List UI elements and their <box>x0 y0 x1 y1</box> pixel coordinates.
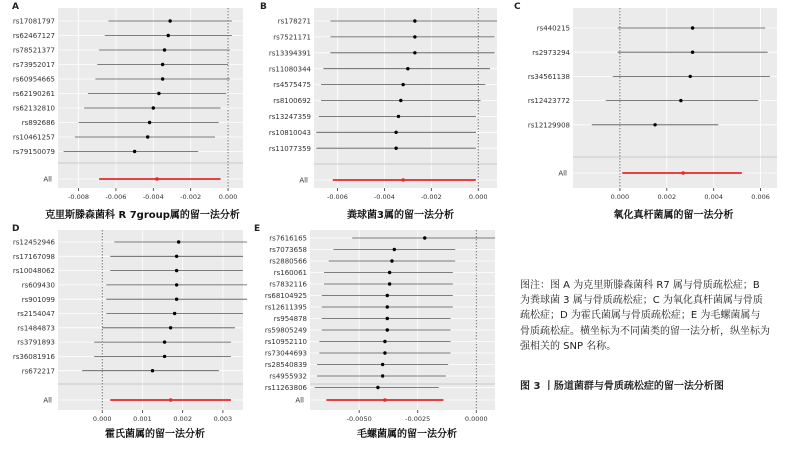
estimate-point <box>691 26 694 29</box>
x-tick-label: -0.008 <box>68 193 90 201</box>
panel-title: 氧化真杆菌属的留一法分析 <box>613 210 734 221</box>
overall-label: All <box>295 396 304 405</box>
x-tick-label: -0.004 <box>142 193 164 201</box>
x-tick-label: 0.000 <box>468 193 488 201</box>
plot-background <box>58 8 243 188</box>
estimate-point <box>390 259 393 262</box>
snp-label: rs440215 <box>536 24 570 33</box>
x-tick-label: -0.0025 <box>405 415 431 423</box>
x-tick-label: 0.000 <box>218 193 238 201</box>
snp-label: rs62190261 <box>12 90 55 99</box>
forest-plot-panel-a <box>0 0 255 225</box>
snp-label: rs609430 <box>21 281 55 290</box>
snp-label: rs62132810 <box>12 104 55 113</box>
estimate-point <box>401 83 404 86</box>
estimate-point <box>175 255 178 258</box>
snp-label: rs73952017 <box>12 61 55 70</box>
estimate-point <box>691 51 694 54</box>
overall-estimate-point <box>155 177 159 181</box>
snp-label: rs8100692 <box>273 97 311 106</box>
snp-label: rs13394391 <box>268 49 311 58</box>
estimate-point <box>386 317 389 320</box>
estimate-point <box>151 369 154 372</box>
estimate-point <box>399 99 402 102</box>
estimate-point <box>653 123 656 126</box>
snp-label: rs160061 <box>273 269 307 278</box>
estimate-point <box>393 248 396 251</box>
overall-label: All <box>558 169 567 178</box>
snp-label: rs954878 <box>273 315 307 324</box>
snp-label: rs4575475 <box>273 81 311 90</box>
snp-label: rs10461257 <box>12 133 55 142</box>
snp-label: rs7073658 <box>269 246 307 255</box>
plot-background <box>310 230 495 410</box>
x-tick-label: 0.004 <box>704 193 723 201</box>
estimate-point <box>177 240 180 243</box>
snp-label: rs68104925 <box>264 292 307 301</box>
estimate-point <box>383 351 386 354</box>
plot-background <box>314 8 497 188</box>
estimate-point <box>383 340 386 343</box>
snp-label: rs73044693 <box>264 349 307 358</box>
x-tick-label: -0.002 <box>180 193 202 201</box>
forest-plot-e-svg <box>252 222 502 427</box>
forest-plot-panel-b <box>258 0 503 225</box>
estimate-point <box>376 386 379 389</box>
estimate-point <box>381 363 384 366</box>
x-tick-label: 0.006 <box>751 193 770 201</box>
snp-label: rs2154047 <box>17 310 55 319</box>
snp-label: rs11080344 <box>268 65 311 74</box>
forest-plot-c-svg <box>511 0 785 205</box>
estimate-point <box>394 147 397 150</box>
snp-label: rs34561138 <box>527 73 570 81</box>
snp-label: rs4955932 <box>269 372 307 381</box>
estimate-point <box>689 75 692 78</box>
overall-label: All <box>43 396 52 405</box>
snp-label: rs62467127 <box>12 32 55 41</box>
estimate-point <box>175 283 178 286</box>
overall-label: All <box>43 175 52 184</box>
snp-label: rs7616165 <box>269 234 307 243</box>
estimate-point <box>133 150 136 153</box>
x-tick-label: -0.004 <box>373 193 395 201</box>
snp-label: rs79150079 <box>12 148 55 157</box>
estimate-point <box>394 131 397 134</box>
x-tick-label: 0.000 <box>92 415 112 423</box>
estimate-point <box>163 355 166 358</box>
figure-caption-title: 图 3 丨肠道菌群与骨质疏松症的留一法分析图 <box>520 381 724 392</box>
estimate-point <box>146 135 149 138</box>
overall-estimate-point <box>169 398 173 402</box>
forest-plot-panel-e <box>252 222 502 461</box>
snp-label: rs10048062 <box>12 267 55 276</box>
estimate-point <box>386 328 389 331</box>
snp-label: rs2880566 <box>269 257 307 266</box>
x-tick-label: 0.002 <box>173 415 192 423</box>
snp-label: rs12611395 <box>264 303 307 312</box>
panel-letter: A <box>12 2 19 12</box>
figure-caption-note: 图注：图 A 为克里斯滕森菌科 R7 属与骨质疏松症；B 为粪球菌 3 属与骨质疏松症；C 为氧化真杆菌属与骨质疏松症；D 为霍氏菌属与骨质疏松症；E 为毛螺菌属与骨质疏松症。横坐标为不同菌类的留一法分析，纵坐标为强相关的 SNP 名称。 <box>520 280 770 352</box>
snp-label: rs672217 <box>21 367 55 376</box>
estimate-point <box>168 19 171 22</box>
estimate-point <box>161 77 164 80</box>
estimate-point <box>169 326 172 329</box>
estimate-point <box>413 35 416 38</box>
estimate-point <box>167 34 170 37</box>
panel-letter: D <box>12 224 20 234</box>
estimate-point <box>161 63 164 66</box>
forest-plot-d-svg <box>0 222 255 427</box>
snp-label: rs59805249 <box>264 326 307 335</box>
estimate-point <box>381 374 384 377</box>
estimate-point <box>163 48 166 51</box>
panel-letter: E <box>254 224 261 234</box>
x-tick-label: -0.0050 <box>346 415 372 423</box>
panel-title: 粪球菌3属的留一法分析 <box>347 210 454 221</box>
snp-label: rs1484873 <box>17 324 55 333</box>
snp-label: rs17081797 <box>12 17 55 26</box>
snp-label: rs3791893 <box>17 338 55 347</box>
estimate-point <box>388 271 391 274</box>
estimate-point <box>679 99 682 102</box>
forest-plot-panel-c <box>511 0 785 225</box>
snp-label: rs12129908 <box>527 121 570 130</box>
x-tick-label: -0.006 <box>326 193 348 201</box>
estimate-point <box>386 294 389 297</box>
x-tick-label: 0.001 <box>133 415 152 423</box>
forest-plot-a-svg <box>0 0 255 205</box>
overall-estimate-point <box>383 398 387 402</box>
snp-label: rs892686 <box>21 119 55 128</box>
estimate-point <box>148 121 151 124</box>
plot-background <box>573 8 777 188</box>
snp-label: rs7832116 <box>269 280 307 289</box>
x-tick-label: 0.002 <box>657 193 677 201</box>
snp-label: rs12452946 <box>12 238 55 247</box>
estimate-point <box>406 67 409 70</box>
snp-label: rs10952110 <box>264 338 307 347</box>
overall-label: All <box>299 176 308 185</box>
snp-label: rs17167098 <box>12 252 55 261</box>
x-tick-label: 0.000 <box>610 193 630 201</box>
snp-label: rs901099 <box>21 295 55 304</box>
forest-plot-b-svg <box>258 0 503 205</box>
estimate-point <box>423 236 426 239</box>
estimate-point <box>386 305 389 308</box>
snp-label: rs36081916 <box>12 353 55 361</box>
snp-label: rs12423772 <box>527 97 570 106</box>
snp-label: rs13247359 <box>268 113 311 121</box>
snp-label: rs10810043 <box>268 128 311 137</box>
snp-label: rs11077359 <box>268 144 311 153</box>
forest-plot-panel-d <box>0 222 255 461</box>
snp-label: rs7521171 <box>273 33 311 42</box>
estimate-point <box>388 282 391 285</box>
x-tick-label: 0.0000 <box>464 415 488 423</box>
x-tick-label: -0.002 <box>420 193 442 201</box>
estimate-point <box>413 19 416 22</box>
estimate-point <box>397 115 400 118</box>
snp-label: rs11263806 <box>264 384 307 393</box>
estimate-point <box>173 312 176 315</box>
x-tick-label: -0.006 <box>105 193 127 201</box>
estimate-point <box>157 92 160 95</box>
overall-estimate-point <box>401 178 405 182</box>
snp-label: rs178271 <box>277 17 311 26</box>
estimate-point <box>175 298 178 301</box>
panel-title: 毛螺菌属的留一法分析 <box>357 429 457 440</box>
estimate-point <box>175 269 178 272</box>
panel-title: 克里斯滕森菌科 R 7group属的留一法分析 <box>45 210 240 221</box>
plot-background <box>58 230 243 410</box>
panel-letter: B <box>260 2 267 12</box>
estimate-point <box>152 106 155 109</box>
snp-label: rs60954665 <box>12 75 55 84</box>
estimate-point <box>163 340 166 343</box>
estimate-point <box>413 51 416 54</box>
overall-estimate-point <box>681 171 685 175</box>
snp-label: rs2973294 <box>532 48 570 57</box>
snp-label: rs28540839 <box>264 361 307 370</box>
x-tick-label: 0.003 <box>213 415 233 423</box>
panel-letter: C <box>514 2 521 12</box>
panel-title: 霍氏菌属的留一法分析 <box>105 429 205 440</box>
snp-label: rs78521377 <box>12 46 55 55</box>
